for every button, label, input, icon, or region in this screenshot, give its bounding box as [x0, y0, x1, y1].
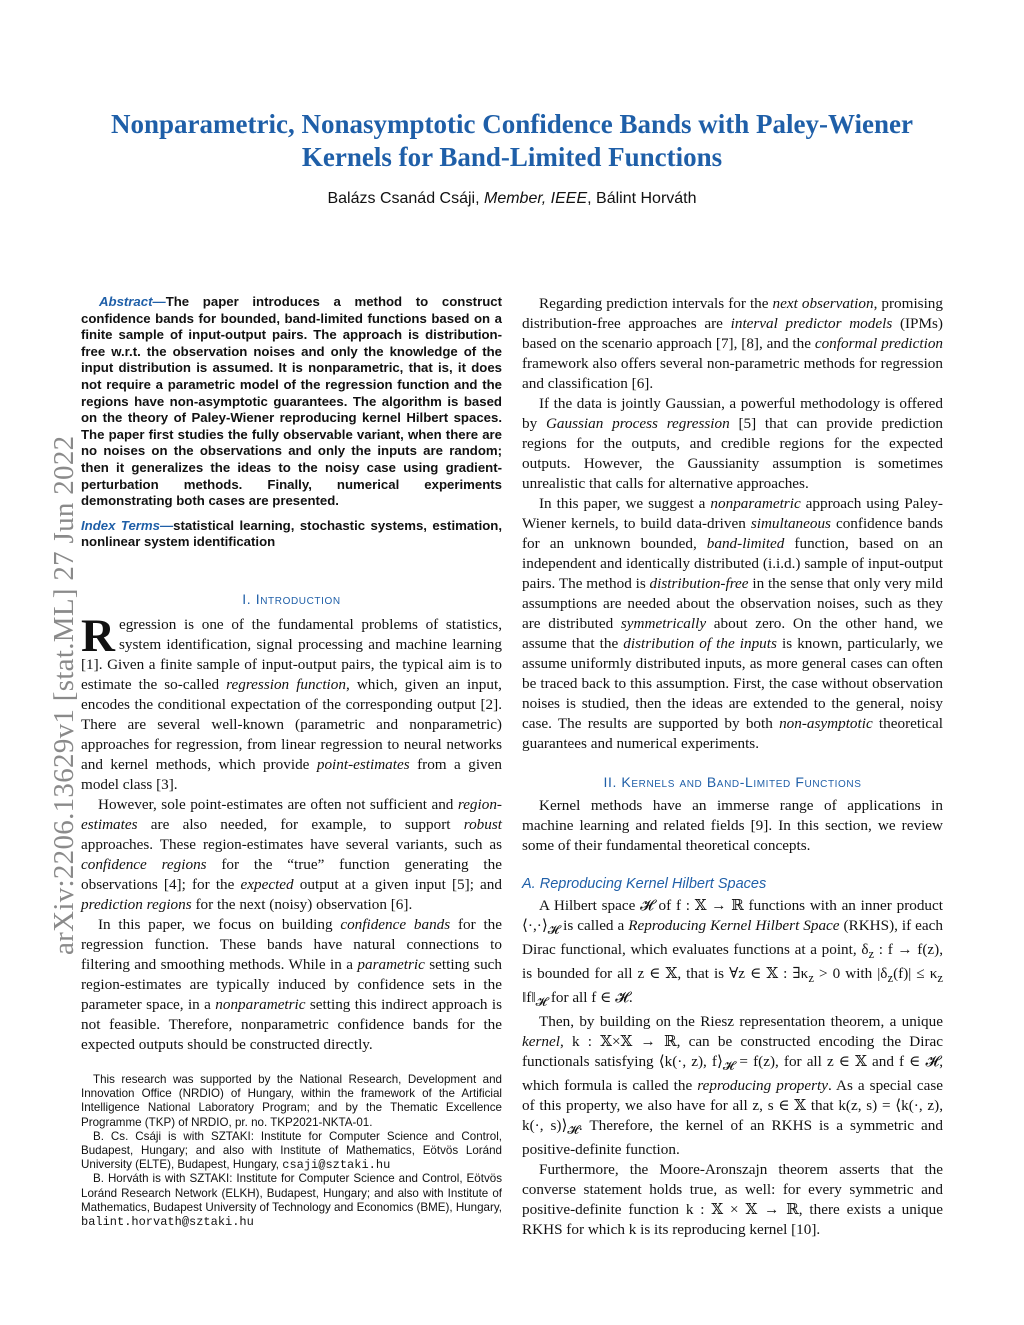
author-role: Member, IEEE	[483, 190, 588, 207]
intro-paragraph-2: However, sole point-estimates are often not sufficient and region-estimates are also needed, for example, to support robust approaches. These region-estimates have several variants, such as confidence regions for the “true” function generating the observations [4]; for the expected output at a given input [5]; and prediction regions for the next (noisy) observation [6].	[81, 795, 502, 913]
intro-paragraph-3: In this paper, we focus on building confidence bands for the regression function. These bands have natural connections to filtering and smoothing methods. While in a parametric setting such region-estimates are typically induced by confidence sets in the parameter space, in a nonparametric setting this indirect approach is not feasible. Therefore, nonparametric confidence bands for the expected outputs should be constructed directly.	[81, 915, 502, 1053]
left-column	[81, 294, 502, 1229]
author-name-2: , Bálint Horváth	[587, 190, 697, 207]
email-link[interactable]: csaji@sztaki.hu	[282, 1158, 391, 1173]
author-line	[100, 190, 924, 208]
rkhs-paragraph-1: A Hilbert space 𝓗 of f : 𝕏 → ℝ functions with an inner product $⟨\cdot,\cdot⟩_𝓗$ is called a Reproducing Kernel Hilbert Space (RKHS), if each Dirac functional, which evaluates functions at a point, $\delta_z$ : f → f(z), is bounded for all z ∈ 𝕏, that is ∀z ∈ 𝕏 : $\exists\kappa_z > 0$ with $|\delta_z(f)| \le \kappa_z$ $‖f‖_𝓗$ for all f ∈ 𝓗.	[522, 897, 943, 1010]
index-terms-label: Index Terms—	[81, 517, 174, 533]
right-paragraph-3: In this paper, we suggest a nonparametric approach using Paley-Wiener kernels, to build data-driven simultaneous confidence bands for an unknown bounded, band-limited function, based on an independent and identically distributed (i.i.d.) sample of input-output pairs. The method is distribution-free in the sense that only very mild assumptions are needed about the observation noises, such as they are distributed symmetrically about zero. On the other hand, we assume that the distribution of the inputs is known, particularly, we assume uniformly distributed inputs, as more general cases can often be traced back to this assumption. First, the case without observation noises is studied, then the ideas are extended to the general, noisy case. The results are supported by both non-asymptotic theoretical guarantees and numerical experiments.	[522, 495, 944, 752]
subsection-heading-rkhs: A. Reproducing Kernel Hilbert Spaces	[522, 876, 767, 892]
footnote-author-2: B. Horváth is with SZTAKI: Institute for Computer Science and Control, Eötvös Loránd Research Network (ELKH), Budapest, Hungary; and also with Institute of Mathematics, Budapest University of Technology and Economics (BME), Hungary, balint.horvath@sztaki.hu	[81, 1172, 502, 1229]
abstract-label: Abstract—	[99, 294, 166, 309]
index-terms	[81, 518, 502, 551]
arxiv-identifier: arXiv:2206.13629v1 [stat.ML] 27 Jun 2022	[48, 435, 80, 955]
section-heading-kernels: II. Kernels and Band-Limited Functions	[603, 774, 862, 790]
email-link[interactable]: balint.horvath@sztaki.hu	[81, 1214, 254, 1229]
rkhs-paragraph-3: Furthermore, the Moore-Aronszajn theorem asserts that the converse statement holds true, as well: for every symmetric and positive-definite function k : 𝕏 × 𝕏 → ℝ, there exists a unique RKHS for which k is its reproducing kernel [10].	[522, 1161, 943, 1239]
rkhs-paragraph-2: Then, by building on the Riesz representation theorem, a unique kernel, k : 𝕏×𝕏 → ℝ, can be constructed encoding the Dirac functionals satisfying ⟨k(·, z), $f⟩_𝓗 = f(z)$, for all z ∈ 𝕏 and f ∈ 𝓗, which formula is called the reproducing property. As a special case of this property, we also have for all z, s ∈ 𝕏 that k(z, s) = ⟨k(·, z), k(·, $s)⟩_𝓗$. Therefore, the kernel of an RKHS is a symmetric and positive-definite function.	[522, 1013, 943, 1159]
paper-title: Nonparametric, Nonasymptotic Confidence Bands with Paley-Wiener Kernels for Band-Limited Functions	[111, 109, 913, 172]
intro-paragraph-1: Regression is one of the fundamental problems of statistics, system identification, signal processing and machine learning [1]. Given a finite sample of input-output pairs, the typical aim is to estimate the so-called regression function, which, given an input, encodes the conditional expectation of the corresponding output [2]. There are several well-known (parametric and nonparametric) approaches for regression, from linear regression to neural networks and kernel methods, which provide point-estimates from a given model class [3].	[81, 609, 502, 793]
footnote-author-1: B. Cs. Csáji is with SZTAKI: Institute for Computer Science and Control, Budapest, Hungary; and also with Institute of Mathematics, Eötvös Loránd University (ELTE), Budapest, Hungary, csaji@sztaki.hu	[81, 1129, 502, 1173]
author-name: Balázs Csanád Csáji,	[327, 190, 484, 207]
section-heading-introduction: I. Introduction	[242, 590, 341, 607]
footnotes	[81, 1073, 502, 1229]
abstract	[81, 294, 502, 510]
right-column	[522, 294, 943, 1240]
abstract-text: The paper introduces a method to construct confidence bands for bounded, band-limited functions based on a finite sample of input-output pairs. The approach is distribution-free w.r.t. the observation noises and only the knowledge of the input distribution is assumed. It is nonparametric, that is, it does not require a parametric model of the regression function and the regions have non-asymptotic guarantees. The algorithm is based on the theory of Paley-Wiener reproducing kernel Hilbert spaces. The paper first studies the fully observable variant, when there are no noises on the observations and only the inputs are random; then it generalizes the ideas to the noisy case using gradient-perturbation methods. Finally, numerical experiments demonstrating both cases are presented.	[81, 294, 502, 509]
kernels-paragraph: Kernel methods have an immerse range of applications in machine learning and related fields [9]. In this section, we review some of their fundamental theoretical concepts.	[522, 797, 943, 854]
footnote-funding: This research was supported by the National Research, Development and Innovation Office (NRDIO) of Hungary, within the framework of the Artificial Intelligence National Laboratory Program; and by the Thematic Excellence Programme (TKP) of NRDIO, pr. no. TKP2021-NKTA-01.	[81, 1072, 502, 1129]
drop-cap: R	[81, 609, 115, 662]
right-paragraph-1: Regarding prediction intervals for the next observation, promising distribution-free approaches are interval predictor models (IPMs) based on the scenario approach [7], [8], and the conformal prediction framework also offers several non-parametric methods for regression and classification [6].	[522, 295, 944, 392]
right-paragraph-2: If the data is jointly Gaussian, a powerful methodology is offered by Gaussian process regression [5] that can provide prediction regions for the outputs, and credible regions for the expected outputs. However, the Gaussianity assumption is sometimes unrealistic that calls for alternative approaches.	[522, 395, 944, 492]
index-terms-text: statistical learning, stochastic systems, estimation, nonlinear system identification	[81, 517, 503, 550]
